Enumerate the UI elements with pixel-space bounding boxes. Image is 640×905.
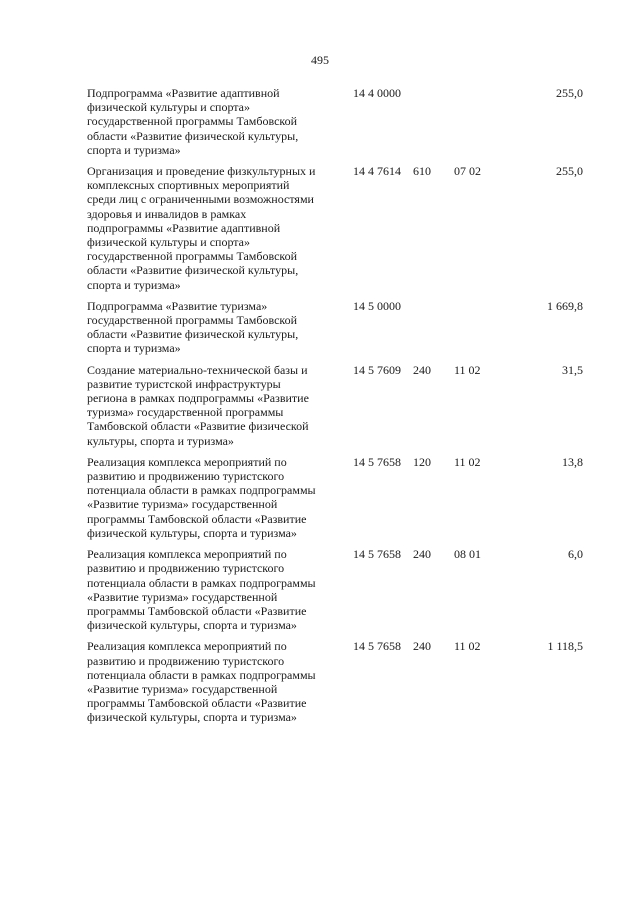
table-row <box>0 639 640 724</box>
row-name-line: Тамбовской области «Развитие физической <box>87 419 309 434</box>
row-name-line: Создание материально-технической базы и <box>87 362 308 377</box>
row-name-line: Организация и проведение физкультурных и <box>87 164 316 179</box>
row-name-line: государственной программы Тамбовской <box>87 313 298 328</box>
row-target-code: 14 5 7658 <box>353 639 401 654</box>
row-name-line: государственной программы Тамбовской <box>87 114 298 129</box>
row-name-line: культуры, спорта и туризма» <box>87 433 234 448</box>
row-name-line: туризма» государственной программы <box>87 405 284 420</box>
row-section-code: 11 02 <box>454 362 481 377</box>
row-name-line: среди лиц с ограниченными возможностями <box>87 192 314 207</box>
table-row <box>0 299 640 356</box>
row-name-line: здоровья и инвалидов в рамках <box>87 206 247 221</box>
row-expense-type: 240 <box>413 547 431 562</box>
table-row <box>0 86 640 157</box>
row-name-line: развитию и продвижению туристского <box>87 469 285 484</box>
row-section-code: 11 02 <box>454 639 481 654</box>
row-amount: 6,0 <box>568 547 583 562</box>
row-name <box>87 363 342 448</box>
row-name-line: развитию и продвижению туристского <box>87 561 285 576</box>
row-amount: 1 669,8 <box>547 298 583 313</box>
row-amount: 31,5 <box>562 362 583 377</box>
row-name-line: программы Тамбовской области «Развитие <box>87 603 307 618</box>
row-name-line: Подпрограмма «Развитие адаптивной <box>87 86 280 100</box>
row-name-line: области «Развитие физической культуры, <box>87 263 299 278</box>
table-row <box>0 164 640 292</box>
page-number: 495 <box>311 53 329 67</box>
row-name-line: подпрограммы «Развитие адаптивной <box>87 220 281 235</box>
row-amount: 255,0 <box>556 164 583 179</box>
row-name-line: «Развитие туризма» государственной <box>87 497 278 512</box>
row-name-line: «Развитие туризма» государственной <box>87 681 278 696</box>
row-name-line: потенциала области в рамках подпрограммы <box>87 575 316 590</box>
row-name-line: спорта и туризма» <box>87 142 181 157</box>
budget-table <box>0 86 640 725</box>
table-row <box>0 363 640 448</box>
row-expense-type: 240 <box>413 362 431 377</box>
row-name-line: потенциала области в рамках подпрограммы <box>87 667 316 682</box>
row-target-code: 14 5 0000 <box>353 298 401 313</box>
row-name <box>87 299 342 356</box>
row-name-line: физической культуры, спорта и туризма» <box>87 525 297 540</box>
row-name-line: Реализация комплекса мероприятий по <box>87 547 287 562</box>
row-name-line: государственной программы Тамбовской <box>87 249 298 264</box>
row-name-line: спорта и туризма» <box>87 341 181 356</box>
row-target-code: 14 5 7658 <box>353 547 401 562</box>
row-name <box>87 86 342 157</box>
row-name-line: развитию и продвижению туристского <box>87 653 285 668</box>
row-name-line: Подпрограмма «Развитие туризма» <box>87 298 268 313</box>
row-name-line: программы Тамбовской области «Развитие <box>87 696 307 711</box>
row-name-line: спорта и туризма» <box>87 277 181 292</box>
row-name <box>87 164 342 292</box>
row-target-code: 14 4 7614 <box>353 164 401 179</box>
row-amount: 13,8 <box>562 454 583 469</box>
row-name-line: потенциала области в рамках подпрограммы <box>87 483 316 498</box>
row-name-line: Реализация комплекса мероприятий по <box>87 639 287 654</box>
row-name-line: области «Развитие физической культуры, <box>87 128 299 143</box>
table-row <box>0 547 640 632</box>
row-section-code: 08 01 <box>454 547 481 562</box>
row-name <box>87 455 342 540</box>
row-target-code: 14 5 7609 <box>353 362 401 377</box>
row-name <box>87 639 342 724</box>
row-name-line: региона в рамках подпрограммы «Развитие <box>87 391 309 406</box>
row-name-line: «Развитие туризма» государственной <box>87 589 278 604</box>
row-section-code: 11 02 <box>454 454 481 469</box>
row-name-line: Реализация комплекса мероприятий по <box>87 454 287 469</box>
row-name-line: развитие туристской инфраструктуры <box>87 376 281 391</box>
row-name-line: программы Тамбовской области «Развитие <box>87 511 307 526</box>
row-name-line: области «Развитие физической культуры, <box>87 327 299 342</box>
row-section-code: 07 02 <box>454 164 481 179</box>
row-name-line: физической культуры и спорта» <box>87 100 251 115</box>
row-target-code: 14 4 0000 <box>353 86 401 100</box>
row-name <box>87 547 342 632</box>
row-name-line: физической культуры, спорта и туризма» <box>87 710 297 725</box>
row-name-line: физической культуры и спорта» <box>87 235 251 250</box>
row-name-line: физической культуры, спорта и туризма» <box>87 618 297 633</box>
row-amount: 1 118,5 <box>547 639 583 654</box>
row-target-code: 14 5 7658 <box>353 454 401 469</box>
row-amount: 255,0 <box>556 86 583 100</box>
row-expense-type: 610 <box>413 164 431 179</box>
row-expense-type: 120 <box>413 454 431 469</box>
row-name-line: комплексных спортивных мероприятий <box>87 178 290 193</box>
table-row <box>0 455 640 540</box>
row-expense-type: 240 <box>413 639 431 654</box>
